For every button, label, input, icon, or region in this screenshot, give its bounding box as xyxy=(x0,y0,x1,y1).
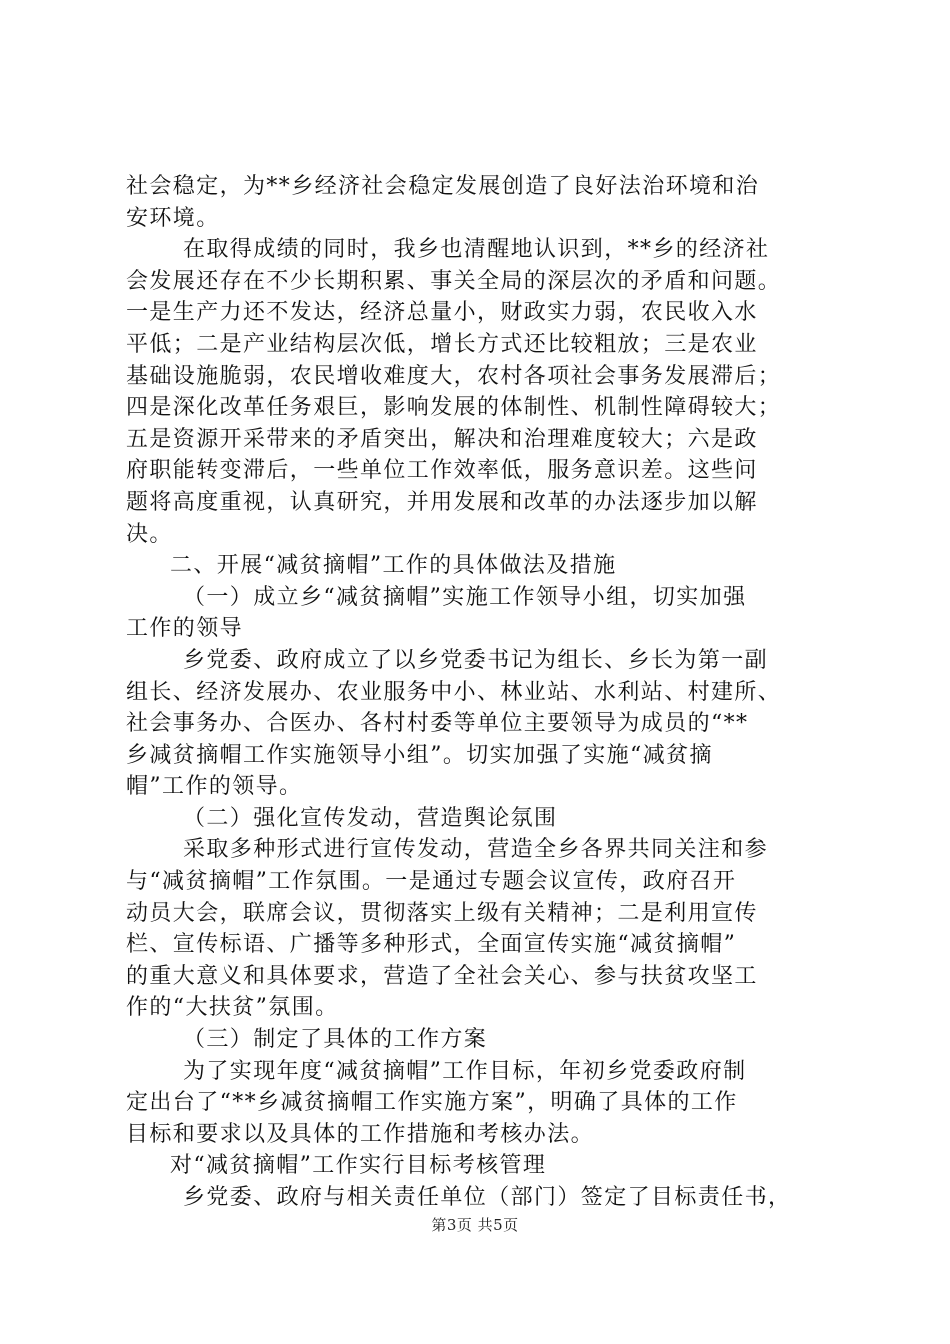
subsection-heading: （一）成立乡“减贫摘帽”实施工作领导小组，切实加强 xyxy=(183,584,747,610)
document-body xyxy=(126,171,830,1214)
text-line: 目标和要求以及具体的工作措施和考核办法。 xyxy=(126,1121,595,1147)
text-line: 栏、宣传标语、广播等多种形式，全面宣传实施“减贫摘帽” xyxy=(126,932,737,958)
text-line: 一是生产力还不发达，经济总量小，财政实力弱，农民收入水 xyxy=(126,300,758,326)
subsection-heading: 对“减贫摘帽”工作实行目标考核管理 xyxy=(170,1153,547,1179)
page-number-footer: 第3页 共5页 xyxy=(431,1216,519,1234)
section-heading: 二、开展“减贫摘帽”工作的具体做法及措施 xyxy=(170,553,617,579)
text-line: 四是深化改革任务艰巨，影响发展的体制性、机制性障碍较大； xyxy=(126,395,782,421)
subsection-heading: （三）制定了具体的工作方案 xyxy=(183,1027,488,1053)
text-line: 作的“大扶贫”氛围。 xyxy=(126,995,339,1021)
text-line: 社会稳定，为**乡经济社会稳定发展创造了良好法治环境和治 xyxy=(126,174,760,199)
text-line: 乡减贫摘帽工作实施领导小组”。切实加强了实施“减贫摘 xyxy=(126,742,713,768)
text-line: 组长、经济发展办、农业服务中小、林业站、水利站、村建所、 xyxy=(126,679,782,705)
paragraph-start-line: 乡党委、政府与相关责任单位（部门）签定了目标责任书， xyxy=(183,1185,792,1210)
text-line: 帽”工作的领导。 xyxy=(126,774,303,800)
text-line: 动员大会，联席会议，贯彻落实上级有关精神；二是利用宣传 xyxy=(126,900,758,926)
text-line: 基础设施脆弱，农民增收难度大，农村各项社会事务发展滞后； xyxy=(126,363,782,389)
subsection-heading: （二）强化宣传发动，营造舆论氛围 xyxy=(183,805,558,831)
paragraph-start-line: 乡党委、政府成立了以乡党委书记为组长、乡长为第一副 xyxy=(183,647,769,673)
paragraph-start-line: 在取得成绩的同时，我乡也清醒地认识到，**乡的经济社 xyxy=(183,237,770,263)
text-line: 会发展还存在不少长期积累、事关全局的深层次的矛盾和问题。 xyxy=(126,268,782,294)
text-line: 平低；二是产业结构层次低，增长方式还比较粗放；三是农业 xyxy=(126,331,758,357)
text-line: 社会事务办、合医办、各村村委等单位主要领导为成员的“** xyxy=(126,711,749,737)
text-line: 安环境。 xyxy=(126,205,220,231)
subsection-heading-cont: 工作的领导 xyxy=(126,616,244,642)
text-line: 的重大意义和具体要求，营造了全社会关心、参与扶贫攻坚工 xyxy=(126,963,758,989)
text-line: 决。 xyxy=(126,521,173,547)
text-line: 府职能转变滞后，一些单位工作效率低，服务意识差。这些问 xyxy=(126,458,758,484)
text-line: 题将高度重视，认真研究，并用发展和改革的办法逐步加以解 xyxy=(126,489,758,515)
text-line: 定出台了“**乡减贫摘帽工作实施方案”，明确了具体的工作 xyxy=(126,1090,738,1116)
text-line: 五是资源开采带来的矛盾突出，解决和治理难度较大；六是政 xyxy=(126,426,758,452)
paragraph-start-line: 采取多种形式进行宣传发动，营造全乡各界共同关注和参 xyxy=(183,837,769,863)
paragraph-start-line: 为了实现年度“减贫摘帽”工作目标，年初乡党委政府制 xyxy=(183,1058,747,1084)
text-line: 与“减贫摘帽”工作氛围。一是通过专题会议宣传，政府召开 xyxy=(126,869,737,895)
